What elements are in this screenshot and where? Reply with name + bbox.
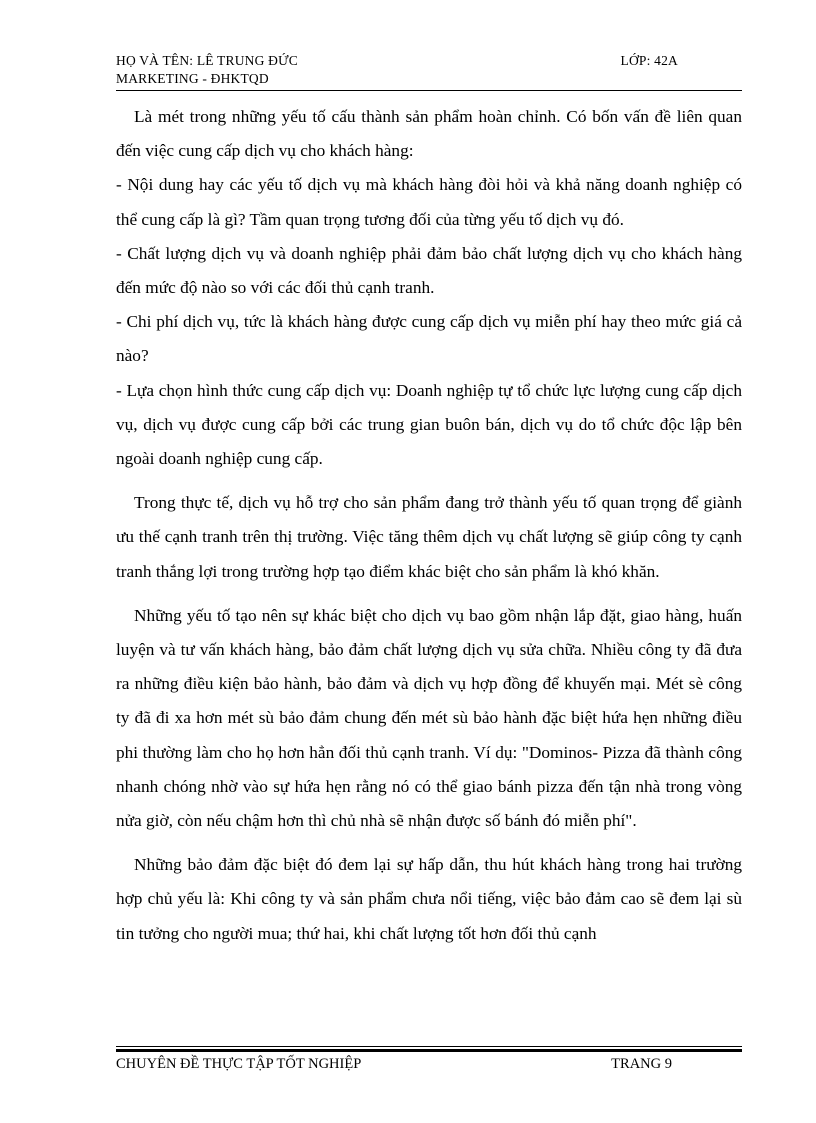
list-item-cost: - Chi phí dịch vụ, tức là khách hàng được cung cấp dịch vụ miễn phí hay theo mức giá cả nào? xyxy=(116,312,742,366)
document-body xyxy=(116,100,742,951)
paragraph-differentiation: Những yếu tố tạo nên sự khác biệt cho dịch vụ bao gồm nhận lắp đặt, giao hàng, huấn luyện và tư vấn khách hàng, bảo đảm chất lượng dịch vụ sửa chữa. Nhiều công ty đã đưa ra những điều kiện bảo hành, bảo đảm và dịch vụ hợp đồng để khuyến mại. Mét sè công ty đã đi xa hơn mét sù bảo đảm chung đến mét sù bảo hành đặc biệt hứa hẹn những điều phi thường làm cho họ hơn hẳn đối thủ cạnh tranh. Ví dụ: "Dominos- Pizza đã thành công nhanh chóng nhờ vào sự hứa hẹn rằng nó có thể giao bánh pizza đến tận nhà trong vòng nửa giờ, còn nếu chậm hơn thì chủ nhà sẽ nhận được số bánh đó miễn phí". xyxy=(116,605,742,831)
page-number: TRANG 9 xyxy=(611,1056,672,1072)
paragraph-reality: Trong thực tế, dịch vụ hỗ trợ cho sản phẩm đang trở thành yếu tố quan trọng để giành ưu thế cạnh tranh trên thị trường. Việc tăng thêm dịch vụ chất lượng sẽ giúp công ty cạnh tranh thắng lợi trong trường hợp tạo điểm khác biệt cho sản phẩm là khó khăn. xyxy=(116,493,742,581)
class-label: LỚP: 42A xyxy=(620,53,678,68)
department-label: MARKETING - ĐHKTQD xyxy=(116,71,269,86)
footer-title: CHUYÊN ĐỀ THỰC TẬP TỐT NGHIỆP xyxy=(116,1056,362,1072)
footer-divider xyxy=(116,1046,742,1052)
list-item-form: - Lựa chọn hình thức cung cấp dịch vụ: Doanh nghiệp tự tổ chức lực lượng cung cấp dịch vụ, dịch vụ được cung cấp bởi các trung gian buôn bán, dịch vụ do tổ chức độc lập bên ngoài doanh nghiệp cung cấp. xyxy=(116,380,742,469)
list-item-quality: - Chất lượng dịch vụ và doanh nghiệp phải đảm bảo chất lượng dịch vụ cho khách hàng đến mức độ nào so với các đối thủ cạnh tranh. xyxy=(116,243,742,298)
paragraph-guarantees: Những bảo đảm đặc biệt đó đem lại sự hấp dẫn, thu hút khách hàng trong hai trường hợp chủ yếu là: Khi công ty và sản phẩm chưa nổi tiếng, việc bảo đảm cao sẽ đem lại sù tin tưởng cho người mua; thứ hai, khi chất lượng tốt hơn đối thủ cạnh xyxy=(116,855,742,943)
page-header xyxy=(116,52,742,88)
page-footer xyxy=(116,1056,742,1073)
paragraph-intro: Là mét trong những yếu tố cấu thành sản phẩm hoàn chỉnh. Có bốn vấn đề liên quan đến việc cung cấp dịch vụ cho khách hàng: xyxy=(116,107,742,161)
author-name: HỌ VÀ TÊN: LÊ TRUNG ĐỨC xyxy=(116,53,298,68)
header-divider xyxy=(116,90,742,91)
list-item-content: - Nội dung hay các yếu tố dịch vụ mà khách hàng đòi hỏi và khả năng doanh nghiệp có thể cung cấp là gì? Tầm quan trọng tương đối của từng yếu tố dịch vụ đó. xyxy=(116,175,742,229)
